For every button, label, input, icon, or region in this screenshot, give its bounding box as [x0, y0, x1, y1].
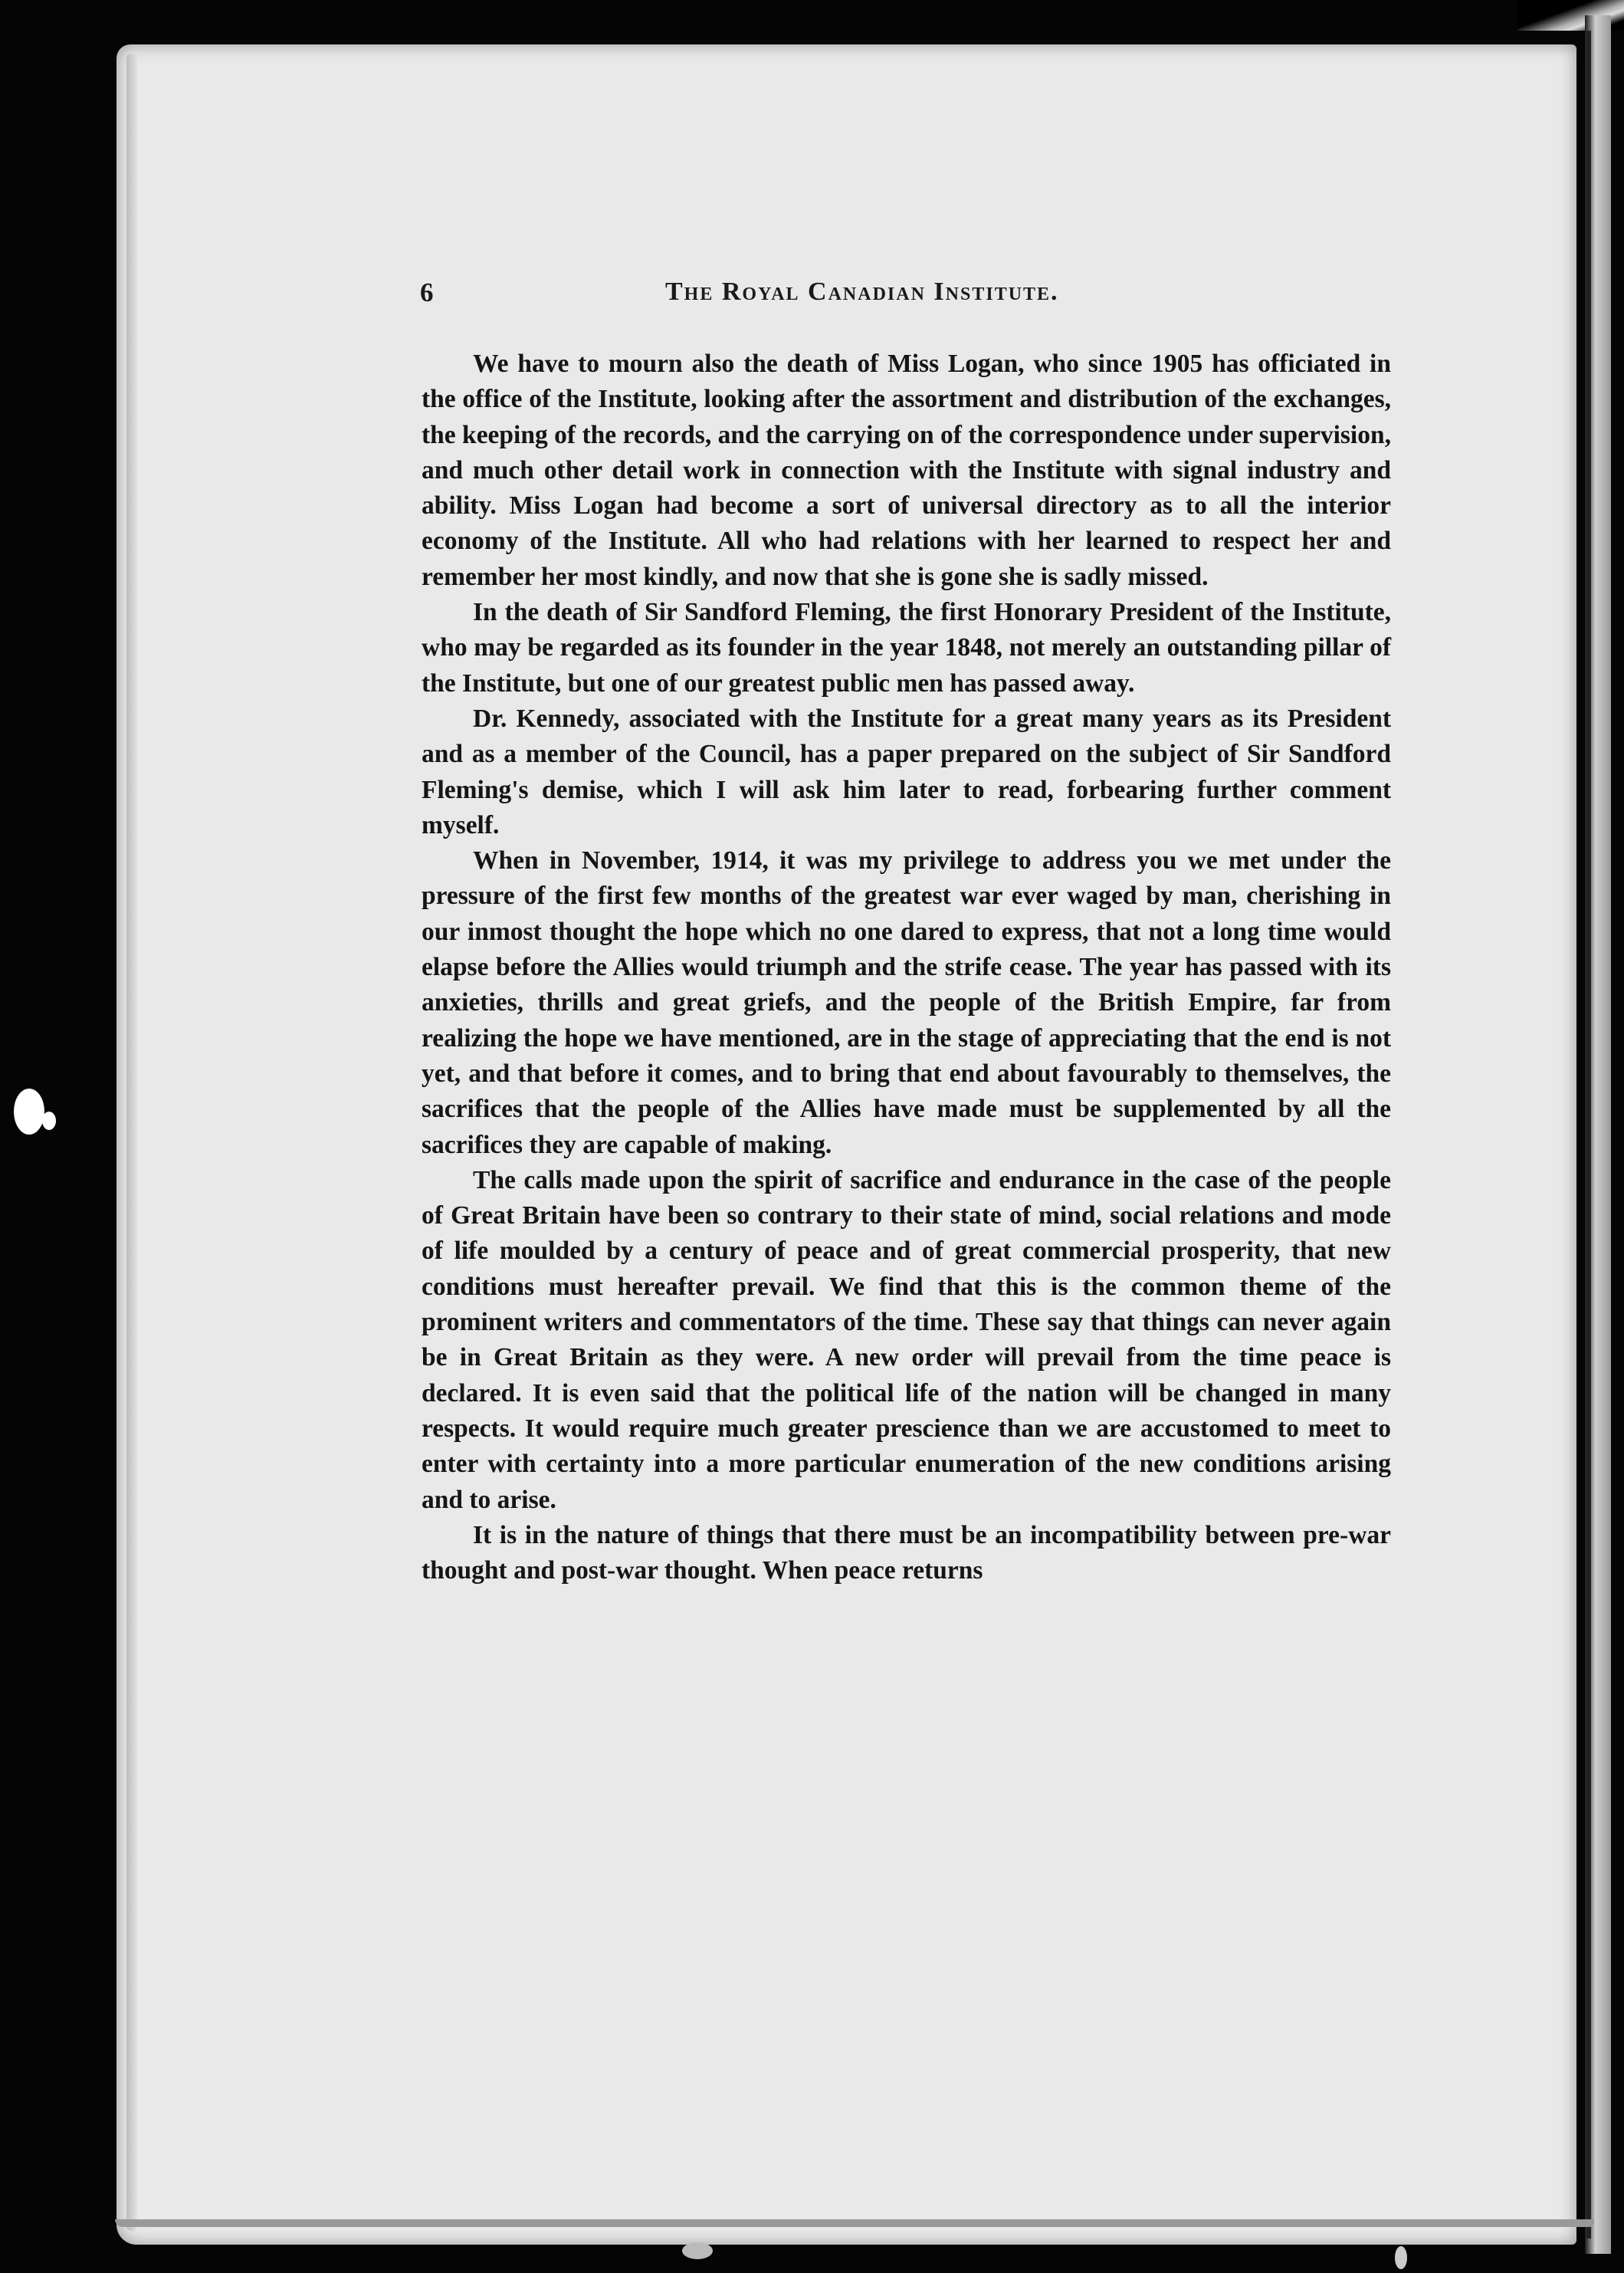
paragraph: The calls made upon the spirit of sacrifice and endurance in the case of the people of Great Britain have been so contrary to their state of mind, social relations and mode of life moulded by a century of peace and of great commercial prosperity, that new conditions must hereafter prevail. We find that this is the common theme of the prominent writers and commentators of the time. These say that things can never again be in Great Britain as they were. A new order will prevail from the time peace is declared. It is even said that the political life of the nation will be changed in many respects. It would require much greater prescience than we are accustomed to meet to enter with certainty into a more particular enumeration of the new conditions arising and to arise. [422, 1165, 1391, 1514]
paragraph: In the death of Sir Sandford Fleming, the first Honorary President of the Institute, who may be regarded as its founder in the year 1848, not merely an outstanding pillar of the Institute, but one of our greatest public men has passed away. [422, 598, 1391, 698]
scan-speck [42, 1112, 56, 1130]
paragraph: It is in the nature of things that there must be an incompatibility between pre-war thought and post-war thought. When peace returns [422, 1520, 1391, 1585]
paragraph: Dr. Kennedy, associated with the Institute for a great many years as its President and as a member of the Council, has a paper prepared on the subject of Sir Sandford Fleming's demise, which I will ask him later to read, forbearing further comment myself. [422, 704, 1391, 839]
book-spine [1586, 31, 1591, 2239]
page-left-edge [126, 54, 137, 2231]
paragraph: We have to mourn also the death of Miss Logan, who since 1905 has officiated in the office of the Institute, looking after the assortment and distribution of the exchanges, the keeping of the records, and the carrying on of the correspondence under supervision, and much other detail work in connection with the Institute with signal industry and ability. Miss Logan had become a sort of universal directory as to all the interior economy of the Institute. All who had relations with her learned to respect her and remember her most kindly, and now that she is gone she is sadly missed. [422, 350, 1391, 591]
paragraph: When in November, 1914, it was my privilege to address you we met under the pressure of the first few months of the greatest war ever waged by man, cherishing in our inmost thought the hope which no one dared to express, that not a long time would elapse before the Allies would triumph and the strife cease. The year has passed with its anxieties, thrills and great griefs, and the people of the British Empire, far from realizing the hope we have mentioned, are in the stage of appreciating that the end is not yet, and that before it comes, and to bring that end about favourably to themselves, the sacrifices that the people of the Allies have made must be supplemented by all the sacrifices they are capable of making. [422, 846, 1391, 1159]
scan-speck [1395, 2246, 1407, 2269]
scan-speck [14, 1089, 44, 1135]
page-header [420, 278, 1389, 314]
running-head: The Royal Canadian Institute. [665, 278, 1059, 306]
page-bottom-edge [115, 2219, 1594, 2227]
scan-speck [682, 2242, 713, 2259]
page-number: 6 [420, 278, 434, 307]
body-text [422, 347, 1391, 1588]
